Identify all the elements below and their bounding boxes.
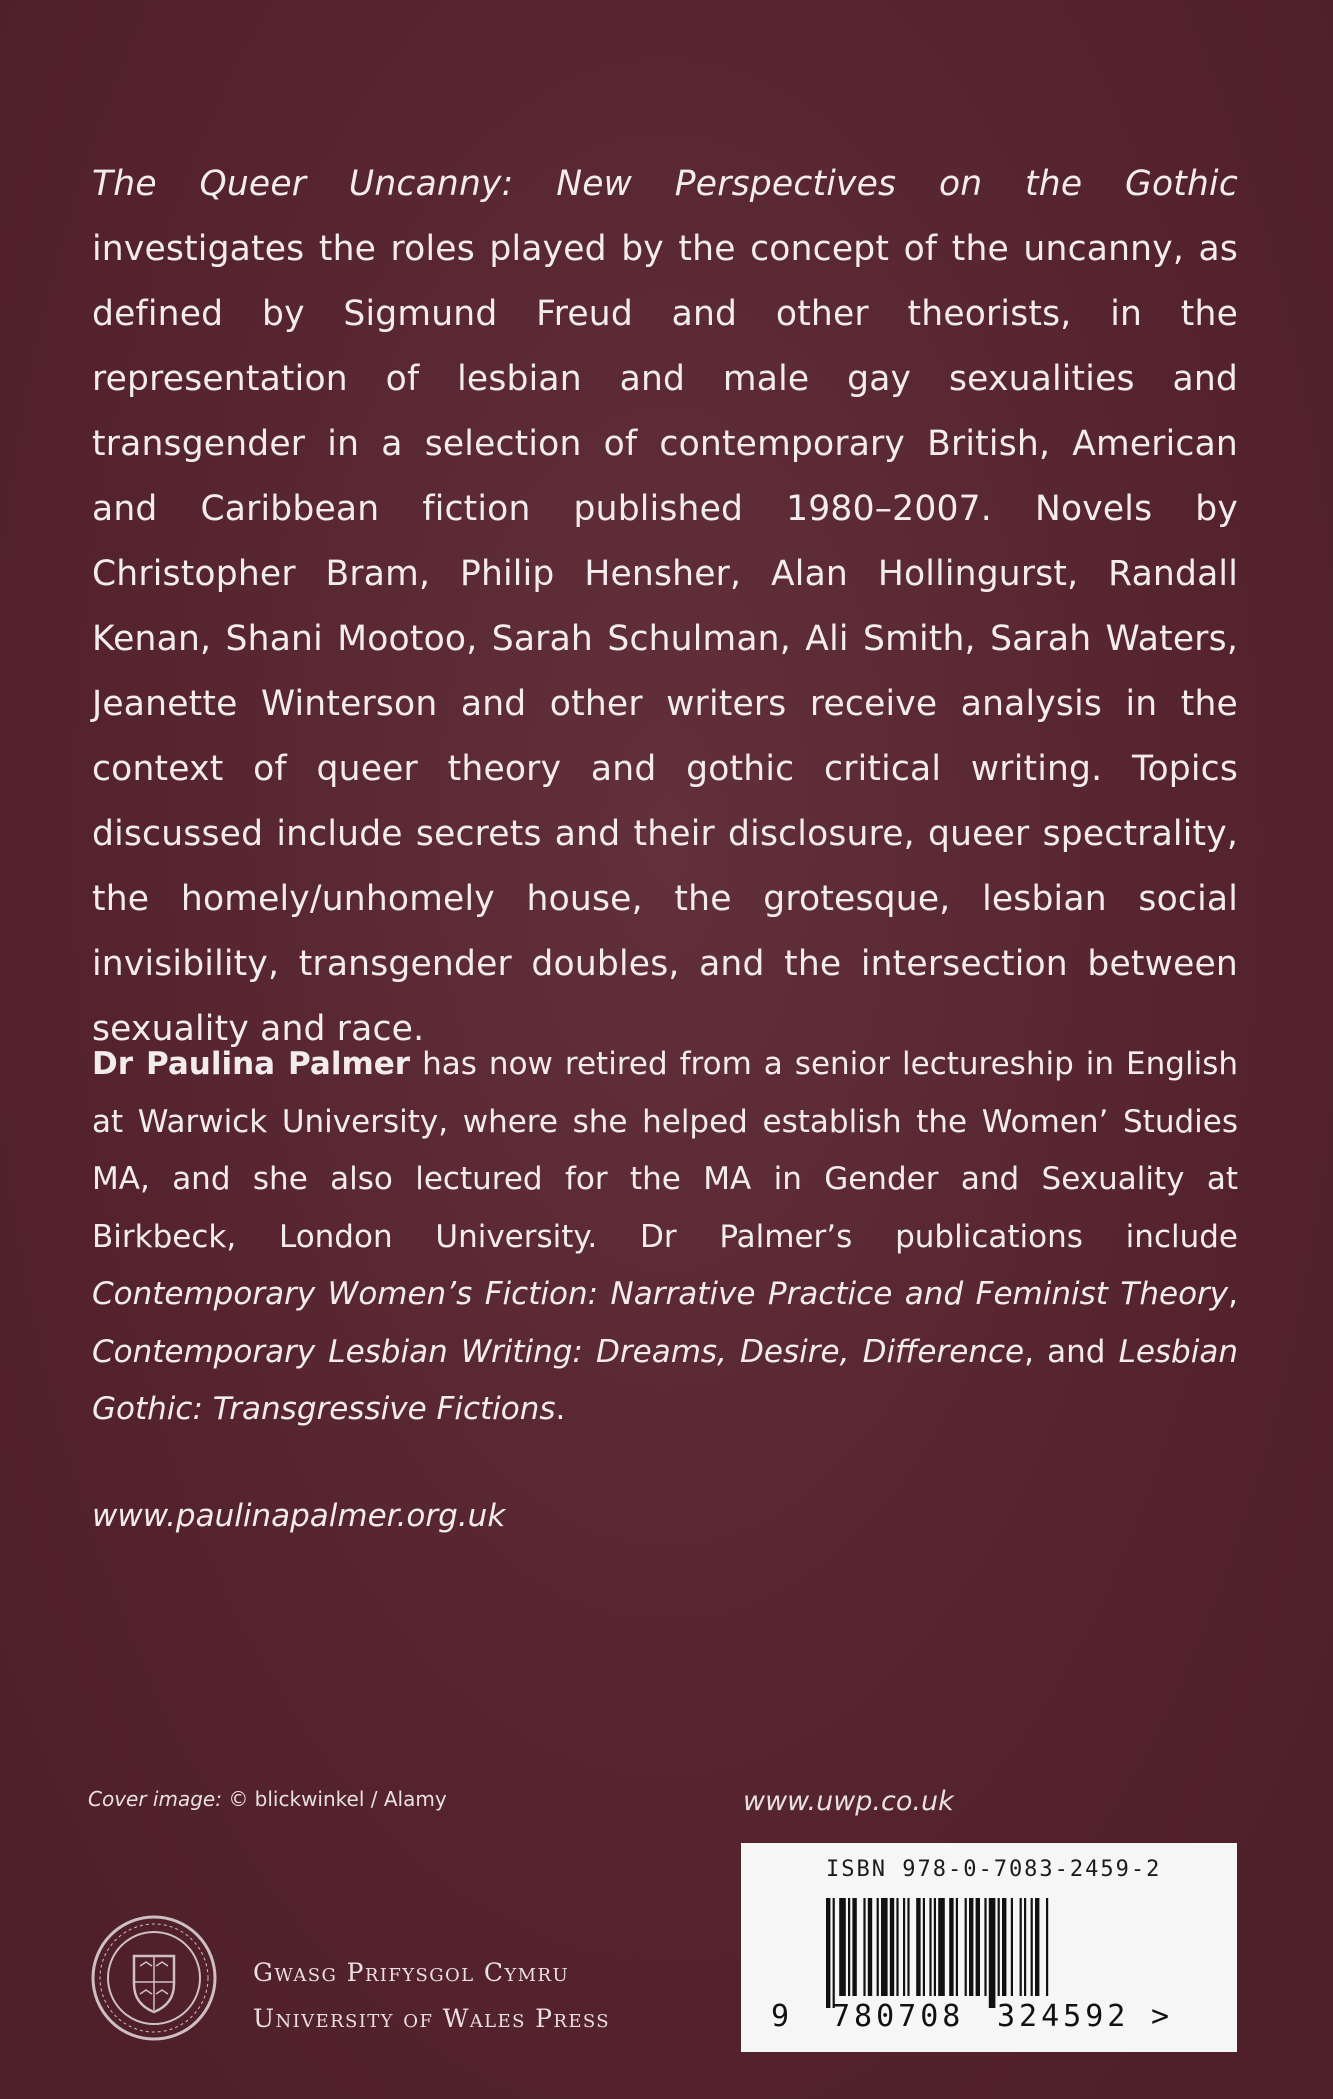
barcode-bar [839, 1898, 846, 1996]
barcode-bar [998, 1898, 1000, 1996]
barcode-bar [1046, 1898, 1048, 1996]
publisher-name-welsh: Gwasg Prifysgol Cymru [253, 1958, 570, 1987]
publication-1: Contemporary Women’s Fiction: Narrative Practice and Feminist Theory [92, 1276, 1229, 1312]
book-description [92, 152, 1238, 1062]
barcode-bar [929, 1898, 931, 1996]
publisher-name [253, 1950, 610, 2042]
barcode-bar [1024, 1898, 1026, 1996]
author-name: Dr Paulina Palmer [92, 1046, 411, 1082]
publisher-name-english: University of Wales Press [253, 2004, 611, 2033]
barcode-bar [984, 1898, 986, 1996]
description-text: investigates the roles played by the concept of the uncanny, as defined by Sigmund Freud and other theorists, in the representation of lesbian and male gay sexualities and transgender in a selection of contemporary British, American and Caribbean fiction published 1980–2007. Novels by Christopher Bram, Philip Hensher, Alan Hollingurst, Randall Kenan, Shani Mootoo, Sarah Schulman, Ali Smith, Sarah Waters, Jeanette Winterson and other writers receive analysis in the context of queer theory and gothic critical writing. Topics discussed include secrets and their disclosure, queer spectrality, the homely/unhomely house, the grotesque, lesbian social invisibility, transgender doubles, and the intersection between sexuality and race. [92, 229, 1238, 1049]
barcode-bar [989, 1898, 996, 2008]
barcode-bar [863, 1898, 865, 1996]
barcode-end-mark: > [1151, 1999, 1170, 2034]
barcode-bar [965, 1898, 967, 1996]
barcode-bar [896, 1898, 898, 1996]
author-bio: Dr Paulina Palmer has now retired from a senior lectureship in English at Warwick University, where she helped establish the Women’ Studies MA, and she also lectured for the MA in Gender and Sexuality at Birkbeck, London University. Dr Palmer’s publications include Contemporary Women’s Fiction: Narrative Practice and Feminist Theory, Contemporary Lesbian Writing: Dreams, Desire, Difference, and Lesbian Gothic: Transgressive Fictions. [92, 1046, 1238, 1427]
barcode-bar [916, 1898, 920, 1996]
cover-credit-text: © blickwinkel / Alamy [221, 1787, 447, 1811]
barcode-bar [881, 1898, 888, 1996]
cover-credit-label: Cover image: [88, 1787, 222, 1811]
barcode-bar [848, 1898, 850, 1996]
barcode-bar [1035, 1898, 1039, 1996]
author-website[interactable]: www.paulinapalmer.org.uk [92, 1498, 506, 1534]
publication-2: Contemporary Lesbian Writing: Dreams, Desire, Difference [92, 1333, 1025, 1370]
barcode-bar [868, 1898, 872, 1996]
barcode-bar [976, 1898, 980, 1996]
barcode-bar [907, 1898, 909, 1996]
publication-3: Lesbian Gothic: Transgressive Fictions [92, 1333, 1238, 1427]
book-title: The Queer Uncanny: New Perspectives on the Gothic [92, 164, 1238, 204]
barcode-bar [890, 1898, 894, 1996]
barcode-bar [1020, 1898, 1022, 1996]
barcode-bar [934, 1898, 936, 1996]
barcode-digits-left: 780708 [832, 1999, 965, 2034]
barcode-lead-digit: 9 [771, 1999, 790, 2034]
barcode-bar [903, 1898, 905, 1996]
barcode-bar [1031, 1898, 1033, 1996]
publisher-website[interactable]: www.uwp.co.uk [743, 1786, 954, 1817]
cover-credit [88, 1787, 447, 1811]
barcode-digits-right: 324592 [997, 1999, 1130, 2034]
barcode-bar [1002, 1898, 1006, 1996]
barcode-bar [1011, 1898, 1013, 1996]
barcode-bar [852, 1898, 856, 1996]
barcode-bar [877, 1898, 879, 1996]
barcode-bar [949, 1898, 953, 1996]
barcode-bar [938, 1898, 945, 1996]
isbn-number: ISBN 978-0-7083-2459-2 [826, 1857, 1162, 1882]
barcode-bar [833, 1898, 835, 2008]
isbn-barcode [741, 1843, 1237, 2052]
barcode-bar [969, 1898, 973, 1996]
barcode-bar [826, 1898, 830, 2008]
publisher-seal-icon [90, 1914, 218, 2042]
barcode-bar [923, 1898, 925, 1996]
bio-text: has now retired from a senior lectureship in English at Warwick University, where she helped establish the Women’ Studies MA, and she also lectured for the MA in Gender and Sexuality at Birkbeck, London University. Dr Palmer’s publications include [92, 1046, 1238, 1255]
barcode-bar [956, 1898, 958, 1996]
